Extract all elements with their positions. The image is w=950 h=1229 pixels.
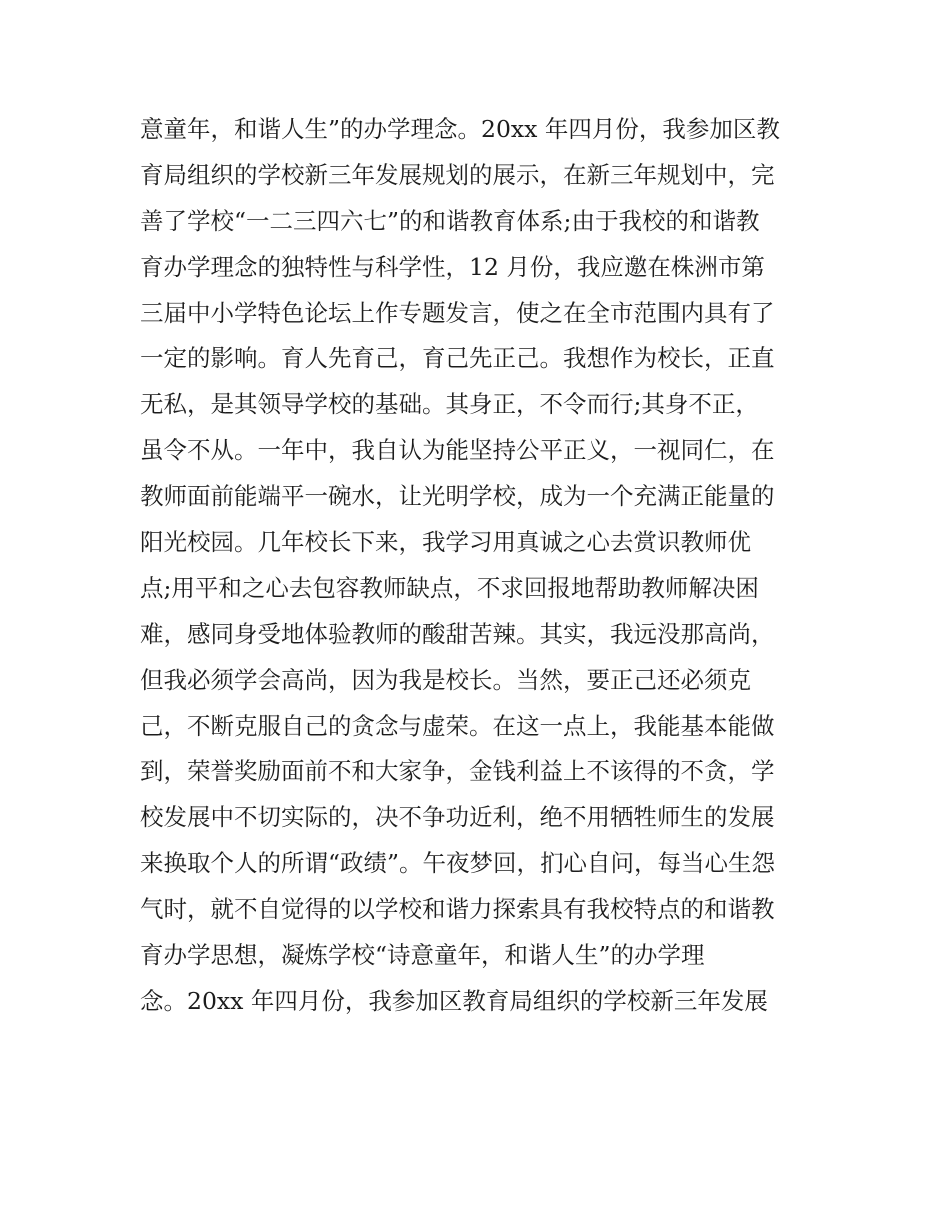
- text-line: 难，感同身受地体验教师的酸甜苦辣。其实，我远没那高尚，: [140, 619, 775, 648]
- text-line: 到，荣誉奖励面前不和大家争，金钱利益上不该得的不贪，学: [140, 757, 775, 786]
- text-line: 校发展中不切实际的，决不争功近利，绝不用牺牲师生的发展: [140, 803, 775, 832]
- text-line: 来换取个人的所谓“政绩”。午夜梦回，扪心自问，每当心生怨: [140, 849, 776, 878]
- text-line: 虽令不从。一年中，我自认为能坚持公平正义，一视同仁，在: [140, 436, 775, 465]
- text-line: 念。20xx 年四月份，我参加区教育局组织的学校新三年发展: [140, 986, 768, 1015]
- text-line: 育办学思想，凝炼学校“诗意童年，和谐人生”的办学理: [140, 941, 705, 970]
- text-line: 育局组织的学校新三年发展规划的展示，在新三年规划中，完: [140, 160, 775, 189]
- text-line: 一定的影响。育人先育己，育己先正己。我想作为校长，正直: [140, 344, 775, 373]
- text-line: 善了学校“一二三四六七”的和谐教育体系;由于我校的和谐教: [140, 206, 760, 235]
- text-line: 但我必须学会高尚，因为我是校长。当然，要正己还必须克: [140, 665, 751, 694]
- text-line: 意童年，和谐人生”的办学理念。20xx 年四月份，我参加区教: [140, 115, 780, 143]
- text-line: 教师面前能端平一碗水，让光明学校，成为一个充满正能量的: [140, 482, 775, 511]
- text-line: 点;用平和之心去包容教师缺点，不求回报地帮助教师解决困: [140, 573, 759, 602]
- document-body: [140, 107, 830, 1025]
- text-line: 育办学理念的独特性与科学性，12 月份，我应邀在株洲市第: [140, 252, 765, 281]
- text-line: 己，不断克服自己的贪念与虚荣。在这一点上，我能基本能做: [140, 711, 775, 740]
- text-line: 气时，就不自觉得的以学校和谐力探索具有我校特点的和谐教: [140, 895, 775, 924]
- text-line: 无私，是其领导学校的基础。其身正，不令而行;其身不正，: [140, 390, 759, 419]
- text-line: 阳光校园。几年校长下来，我学习用真诚之心去赏识教师优: [140, 528, 751, 557]
- text-line: 三届中小学特色论坛上作专题发言，使之在全市范围内具有了: [140, 298, 775, 327]
